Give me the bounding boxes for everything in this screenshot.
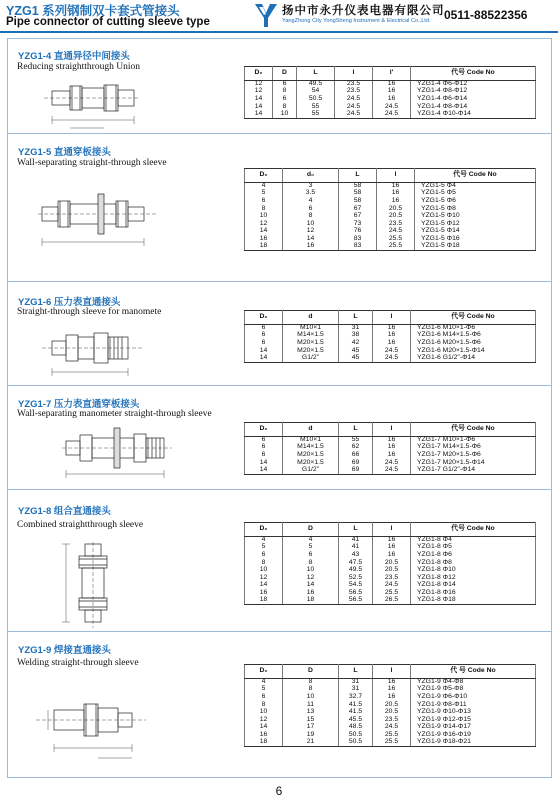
section-title: YZG1-5 直通穿板接头 xyxy=(18,147,111,158)
section-title: YZG1-9 焊接直通接头 xyxy=(18,645,111,656)
column-header: l xyxy=(373,523,411,537)
spec-table-yzg1-7 xyxy=(244,422,536,475)
column-header: 代号 Code No xyxy=(411,523,536,537)
column-header: D₀ xyxy=(245,423,283,437)
spec-table-yzg1-9 xyxy=(244,664,536,747)
table-row: 8 6 67 20.5 YZG1-5 Φ8 xyxy=(245,205,536,213)
column-header: L xyxy=(339,665,373,679)
table-row: 14 G1/2" 69 24.5 YZG1-7 G1/2"-Φ14 xyxy=(245,467,536,475)
table-row: 14 12 76 24.5 YZG1-5 Φ14 xyxy=(245,228,536,236)
table-row: 6 M20×1.5 42 16 YZG1-6 M20×1.5-Φ6 xyxy=(245,340,536,348)
column-header: D₀ xyxy=(245,67,273,81)
column-header: L xyxy=(339,423,373,437)
table-row: 8 8 47.5 20.5 YZG1-8 Φ8 xyxy=(245,559,536,567)
column-header: l xyxy=(373,311,411,325)
table-row: 6 10 32.7 16 YZG1-9 Φ6-Φ10 xyxy=(245,694,536,702)
table-row: 12 12 52.5 23.5 YZG1-8 Φ12 xyxy=(245,574,536,582)
section-subtitle: Wall-separating straight-through sleeve xyxy=(17,158,167,168)
table-row: 6 M20×1.5 66 16 YZG1-7 M20×1.5-Φ6 xyxy=(245,452,536,460)
section-yzg1-8 xyxy=(8,490,551,632)
column-header: l xyxy=(377,169,415,183)
manometer-union-drawing xyxy=(42,322,142,380)
section-yzg1-4 xyxy=(8,38,551,134)
section-subtitle: Straight-through sleeve for manomete xyxy=(17,307,162,317)
table-row: 5 3.5 58 16 YZG1-5 Φ5 xyxy=(245,190,536,198)
table-row: 5 5 41 16 YZG1-8 Φ5 xyxy=(245,544,536,552)
reducing-union-drawing xyxy=(44,76,140,132)
table-row: 6 6 43 16 YZG1-8 Φ6 xyxy=(245,552,536,560)
column-header: L xyxy=(339,523,373,537)
spec-table-yzg1-5 xyxy=(244,168,536,251)
table-header-row xyxy=(245,423,536,437)
table-header-row xyxy=(245,523,536,537)
table-row: 6 M14×1.5 38 16 YZG1-6 M14×1.5-Φ6 xyxy=(245,332,536,340)
company-name-en: YangZhong City YongSheng Instrument & Electrical Co.,Ltd. xyxy=(282,18,431,24)
table-row: 8 11 41.5 20.5 YZG1-9 Φ8-Φ11 xyxy=(245,701,536,709)
spec-table-yzg1-6 xyxy=(244,310,536,363)
table-header-row xyxy=(245,311,536,325)
table-row: 6 4 58 16 YZG1-5 Φ6 xyxy=(245,198,536,206)
section-title: YZG1-7 压力表直通穿板接头 xyxy=(18,399,140,410)
series-title-en: Pipe connector of cutting sleeve type xyxy=(6,16,210,28)
table-row: 18 16 83 25.5 YZG1-5 Φ18 xyxy=(245,243,536,251)
column-header: D₀ xyxy=(245,665,283,679)
column-header: 代号 Code No xyxy=(411,67,536,81)
table-row: 4 3 58 16 YZG1-5 Φ4 xyxy=(245,183,536,191)
bulkhead-manometer-drawing xyxy=(62,424,172,482)
table-row: 14 14 54.5 24.5 YZG1-8 Φ14 xyxy=(245,582,536,590)
section-title: YZG1-8 组合直通接头 xyxy=(18,506,111,517)
table-row: 6 M10×1 31 16 YZG1-6 M10×1-Φ6 xyxy=(245,325,536,333)
table-row: 16 19 50.5 25.5 YZG1-9 Φ16-Φ19 xyxy=(245,732,536,740)
table-row: 16 16 56.5 25.5 YZG1-8 Φ16 xyxy=(245,590,536,598)
table-row: 12 8 54 23.5 16 YZG1-4 Φ8-Φ12 xyxy=(245,88,536,96)
table-row: 14 10 55 24.5 24.5 YZG1-4 Φ10-Φ14 xyxy=(245,111,536,119)
table-row: 4 8 31 16 YZG1-9 Φ4-Φ8 xyxy=(245,679,536,687)
table-row: 6 M14×1.5 62 16 YZG1-7 M14×1.5-Φ6 xyxy=(245,444,536,452)
column-header: D₀ xyxy=(245,311,283,325)
table-row: 6 M10×1 55 16 YZG1-7 M10×1-Φ6 xyxy=(245,437,536,445)
table-row: 14 17 48.5 24.5 YZG1-9 Φ14-Φ17 xyxy=(245,724,536,732)
column-header: D₀ xyxy=(245,169,283,183)
section-yzg1-9 xyxy=(8,632,551,778)
column-header: l xyxy=(373,423,411,437)
column-header: D xyxy=(283,523,339,537)
table-row: 16 14 83 25.5 YZG1-5 Φ16 xyxy=(245,236,536,244)
page-number: 6 xyxy=(275,784,283,798)
table-row: 12 6 49.5 23.5 16 YZG1-4 Φ6-Φ12 xyxy=(245,81,536,89)
section-subtitle: Wall-separating manometer straight-through sleeve xyxy=(17,409,212,419)
table-row: 14 G1/2" 45 24.5 YZG1-6 G1/2"-Φ14 xyxy=(245,355,536,363)
page-header xyxy=(0,0,558,34)
table-row: 14 6 50.5 24.5 16 YZG1-4 Φ6-Φ14 xyxy=(245,96,536,104)
spec-table-yzg1-4 xyxy=(244,66,536,119)
table-header-row xyxy=(245,67,536,81)
section-yzg1-6 xyxy=(8,282,551,386)
column-header: 代号 Code No xyxy=(415,169,536,183)
column-header: l' xyxy=(373,67,411,81)
series-title-cn: YZG1 系列钢制双卡套式管接头 xyxy=(6,4,180,18)
bulkhead-union-drawing xyxy=(38,190,158,252)
column-header: l xyxy=(335,67,373,81)
table-row: 10 10 49.5 20.5 YZG1-8 Φ10 xyxy=(245,567,536,575)
column-header: D₀ xyxy=(245,523,283,537)
column-header: 代号 Code No xyxy=(411,423,536,437)
section-subtitle: Combined straightthrough sleeve xyxy=(17,520,144,530)
table-row: 18 18 56.5 26.5 YZG1-8 Φ18 xyxy=(245,597,536,605)
table-row: 14 M20×1.5 69 24.5 YZG1-7 M20×1.5-Φ14 xyxy=(245,459,536,467)
ys-logo-icon xyxy=(254,2,278,28)
column-header: D xyxy=(283,665,339,679)
company-phone: 0511-88522356 xyxy=(444,8,528,22)
section-title: YZG1-6 压力表直通接头 xyxy=(18,297,121,308)
header-divider xyxy=(0,31,558,33)
weld-union-drawing xyxy=(36,684,146,764)
column-header: d xyxy=(283,423,339,437)
column-header: L xyxy=(339,311,373,325)
section-subtitle: Reducing straightthrough Union xyxy=(17,62,140,72)
section-subtitle: Welding straight-through sleeve xyxy=(17,658,139,668)
column-header: D xyxy=(273,67,297,81)
section-yzg1-7 xyxy=(8,386,551,490)
section-title: YZG1-4 直通异径中间接头 xyxy=(18,51,130,62)
table-row: 10 8 67 20.5 YZG1-5 Φ10 xyxy=(245,213,536,221)
column-header: 代 号 Code No xyxy=(411,665,536,679)
table-header-row xyxy=(245,169,536,183)
table-row: 14 8 55 24.5 24.5 YZG1-4 Φ8-Φ14 xyxy=(245,103,536,111)
table-row: 4 4 41 16 YZG1-8 Φ4 xyxy=(245,537,536,545)
column-header: d xyxy=(283,311,339,325)
column-header: l xyxy=(373,665,411,679)
table-row: 5 8 31 16 YZG1-9 Φ5-Φ8 xyxy=(245,686,536,694)
section-yzg1-5 xyxy=(8,134,551,282)
company-name-cn: 扬中市永升仪表电器有限公司 xyxy=(282,3,445,17)
table-row: 14 M20×1.5 45 24.5 YZG1-6 M20×1.5-Φ14 xyxy=(245,347,536,355)
table-row: 12 10 73 23.5 YZG1-5 Φ12 xyxy=(245,220,536,228)
column-header: L xyxy=(339,169,377,183)
table-row: 18 21 50.5 25.5 YZG1-9 Φ18-Φ21 xyxy=(245,739,536,747)
table-row: 10 13 41.5 20.5 YZG1-9 Φ10-Φ13 xyxy=(245,709,536,717)
column-header: d₀ xyxy=(283,169,339,183)
combined-union-drawing xyxy=(58,542,128,628)
table-header-row xyxy=(245,665,536,679)
column-header: 代号 Code No xyxy=(411,311,536,325)
spec-table-yzg1-8 xyxy=(244,522,536,605)
table-row: 12 15 45.5 23.5 YZG1-9 Φ12-Φ15 xyxy=(245,716,536,724)
column-header: L xyxy=(297,67,335,81)
